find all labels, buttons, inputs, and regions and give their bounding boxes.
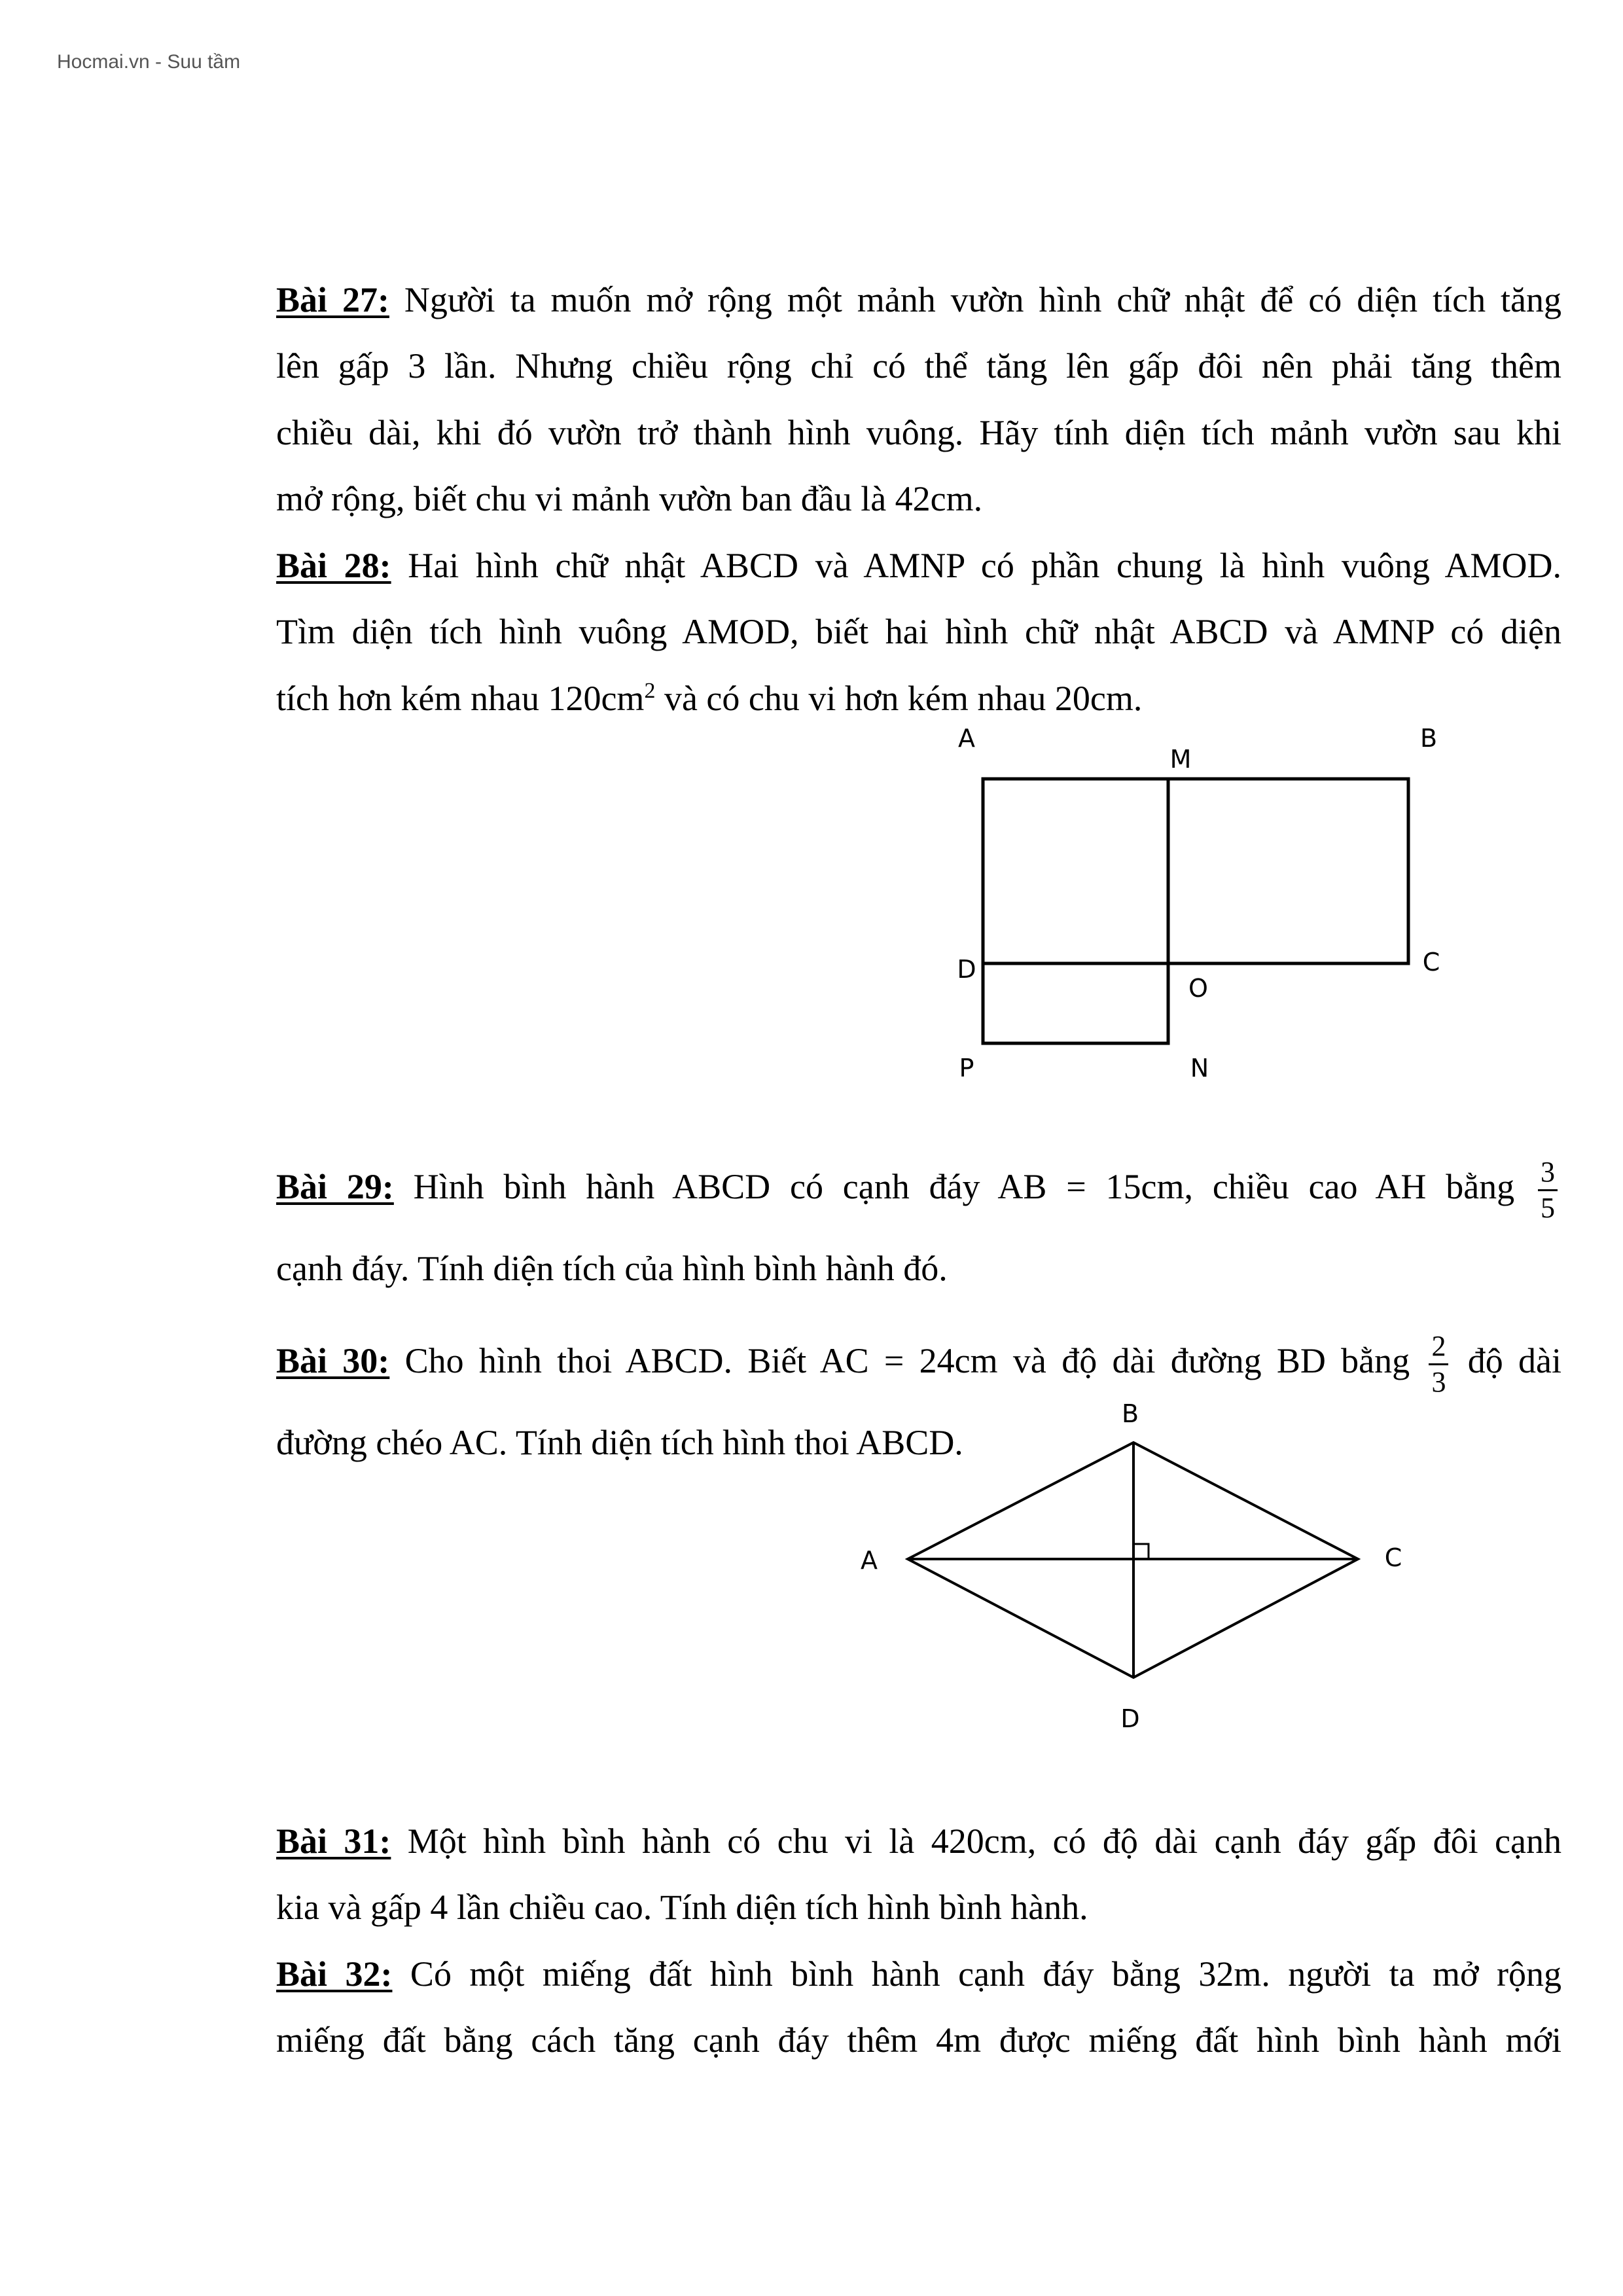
p27-line-4: mở rộng, biết chu vi mảnh vườn ban đầu là 42cm. bbox=[276, 479, 983, 518]
rect-label-p: P bbox=[959, 1054, 974, 1083]
p32-label: Bài 32: bbox=[276, 1954, 393, 1994]
p28-label: Bài 28: bbox=[276, 546, 391, 585]
rect-label-d: D bbox=[957, 955, 976, 984]
rhombus-label-c: C bbox=[1384, 1543, 1402, 1572]
p29-line-1 bbox=[276, 1155, 1561, 1224]
p29-label: Bài 29: bbox=[276, 1166, 394, 1206]
p29-text: Hình bình hành ABCD có cạnh đáy AB = 15cm, chiều cao AH bằng bbox=[393, 1166, 1515, 1206]
rhombus-label-d: D bbox=[1120, 1704, 1140, 1733]
p28-text: Hai hình chữ nhật ABCD và AMNP có phần chung là hình vuông AMOD. bbox=[391, 546, 1561, 585]
p28-text-b: và có chu vi hơn kém nhau 20cm. bbox=[655, 679, 1143, 718]
rhombus-label-b: B bbox=[1121, 1399, 1139, 1428]
right-angle-mark bbox=[1133, 1544, 1149, 1559]
rect-label-n: N bbox=[1190, 1054, 1209, 1083]
p30-line-2: đường chéo AC. Tính diện tích hình thoi ABCD. bbox=[276, 1423, 963, 1462]
page-header: Hocmai.vn - Suu tầm bbox=[57, 51, 241, 73]
superscript: 2 bbox=[644, 679, 656, 703]
rectangle-abcd bbox=[983, 779, 1408, 963]
rect-label-o: O bbox=[1188, 974, 1208, 1003]
p28-line-2: Tìm diện tích hình vuông AMOD, biết hai hình chữ nhật ABCD và AMNP có diện bbox=[276, 612, 1561, 651]
fraction-3-5 bbox=[1538, 1155, 1558, 1225]
fraction-numerator: 2 bbox=[1429, 1329, 1448, 1365]
p32-line-1 bbox=[276, 1951, 1561, 1997]
rectangles-figure bbox=[983, 779, 1408, 1043]
rect-label-a: A bbox=[958, 724, 975, 753]
rect-label-m: M bbox=[1169, 745, 1192, 774]
rectangle-amnp bbox=[983, 779, 1168, 1043]
p30-label: Bài 30: bbox=[276, 1340, 390, 1380]
p31-line-1 bbox=[276, 1818, 1561, 1864]
fraction-denominator: 5 bbox=[1541, 1192, 1556, 1224]
fraction-numerator: 3 bbox=[1538, 1155, 1558, 1191]
rhombus-label-a: A bbox=[861, 1546, 878, 1575]
p27-line-2: lên gấp 3 lần. Nhưng chiều rộng chỉ có thể tăng lên gấp đôi nên phải tăng thêm bbox=[276, 346, 1561, 386]
rect-label-c: C bbox=[1422, 948, 1440, 977]
p27-text: Người ta muốn mở rộng một mảnh vườn hình chữ nhật để có diện tích tăng bbox=[389, 280, 1561, 319]
p31-line-2: kia và gấp 4 lần chiều cao. Tính diện tích hình bình hành. bbox=[276, 1888, 1088, 1927]
p30-text-end: độ dài bbox=[1467, 1340, 1561, 1380]
p29-line-2: cạnh đáy. Tính diện tích của hình bình hành đó. bbox=[276, 1249, 948, 1288]
p31-label: Bài 31: bbox=[276, 1821, 391, 1861]
fraction-2-3 bbox=[1429, 1329, 1448, 1399]
rhombus-figure bbox=[908, 1443, 1358, 1677]
p32-text: Có một miếng đất hình bình hành cạnh đáy bằng 32m. người ta mở rộng bbox=[392, 1954, 1561, 1994]
p31-text: Một hình bình hành có chu vi là 420cm, có độ dài cạnh đáy gấp đôi cạnh bbox=[391, 1821, 1561, 1861]
p27-label: Bài 27: bbox=[276, 280, 389, 319]
rect-label-b: B bbox=[1419, 724, 1438, 753]
p32-line-2: miếng đất bằng cách tăng cạnh đáy thêm 4m được miếng đất hình bình hành mới bbox=[276, 2020, 1561, 2060]
p27-line-3: chiều dài, khi đó vườn trở thành hình vuông. Hãy tính diện tích mảnh vườn sau khi bbox=[276, 413, 1561, 452]
fraction-denominator: 3 bbox=[1431, 1366, 1446, 1398]
p28-text-a: tích hơn kém nhau 120cm bbox=[276, 679, 645, 718]
p30-text: Cho hình thoi ABCD. Biết AC = 24cm và độ dài đường BD bằng bbox=[389, 1340, 1410, 1380]
p30-line-1 bbox=[276, 1329, 1561, 1398]
